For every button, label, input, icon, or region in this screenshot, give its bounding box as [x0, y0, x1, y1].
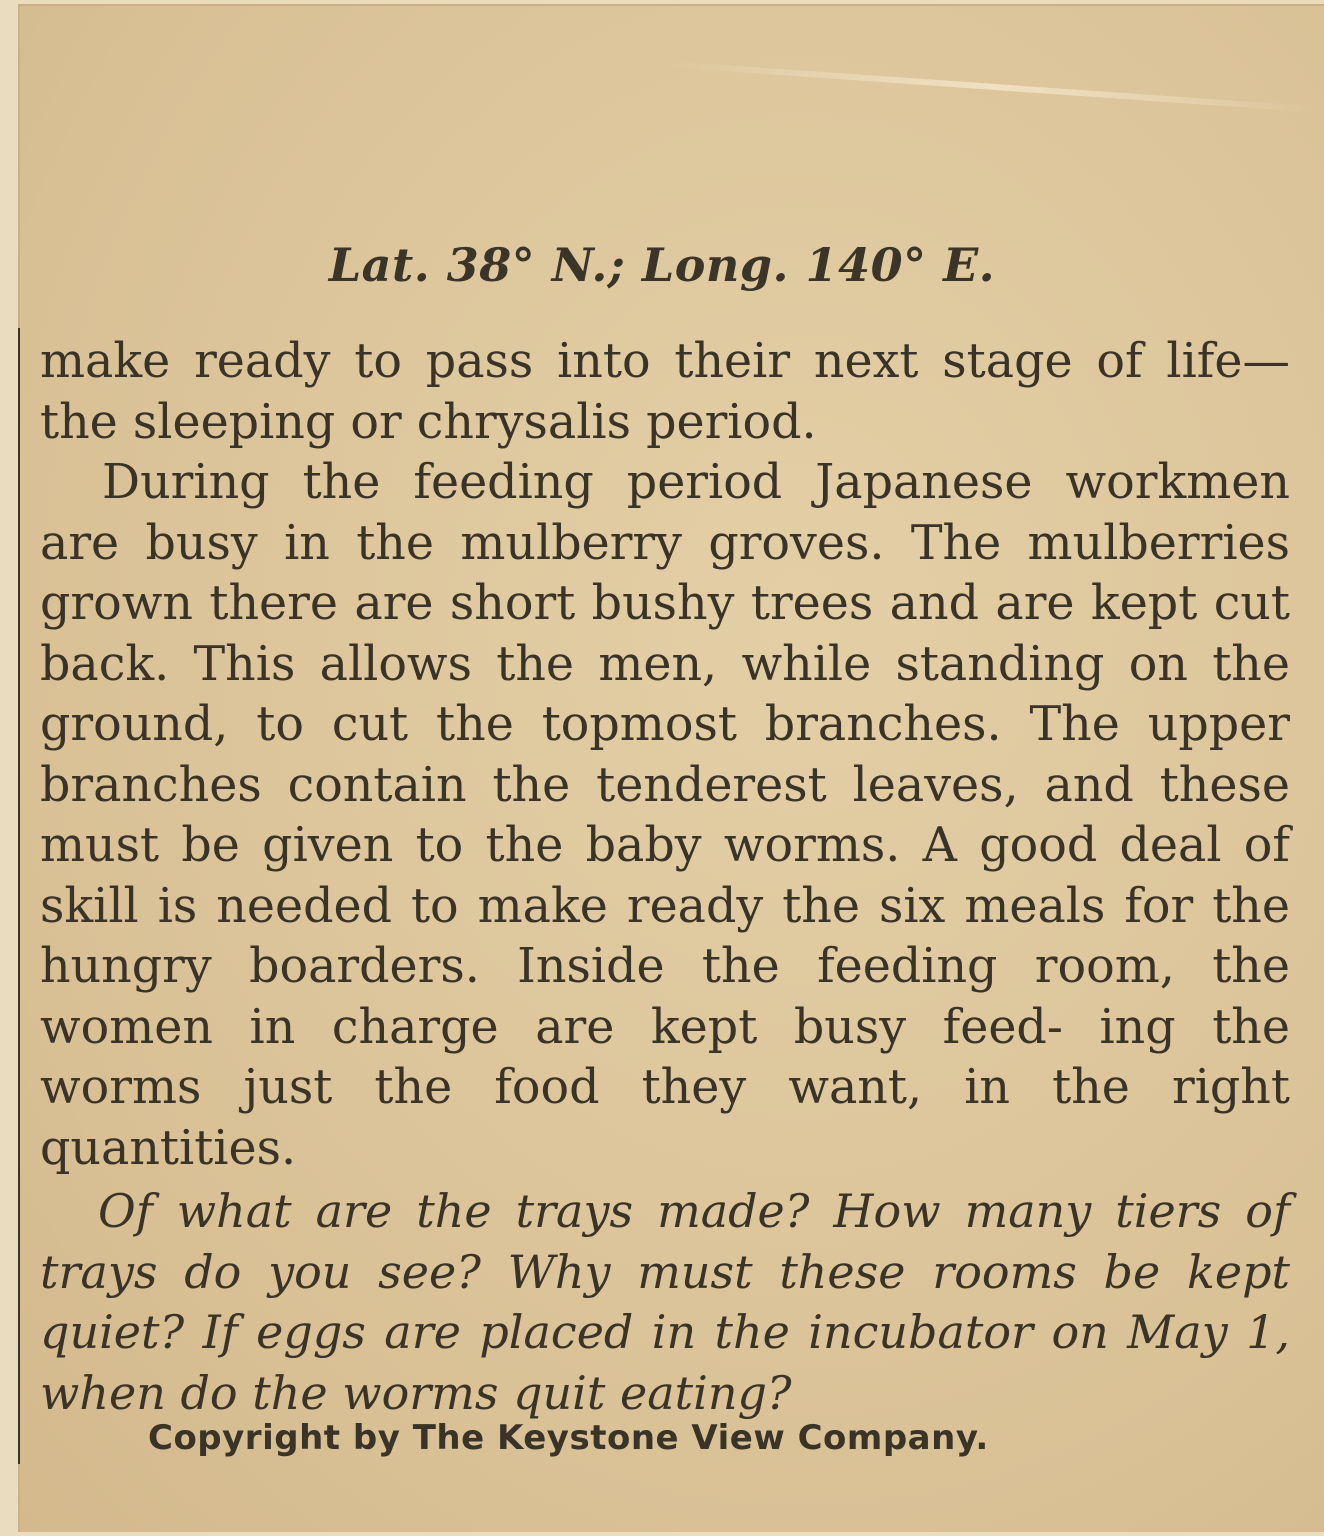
- questions-paragraph: Of what are the trays made? How many tiers of trays do you see? Why must these rooms be kept quiet? If eggs are placed in the incubator on May 1, when do the worms quit eating?: [40, 1184, 1290, 1420]
- card-text: [40, 332, 1290, 1423]
- coordinates-heading: Lat. 38° N.; Long. 140° E.: [328, 238, 996, 292]
- margin-rule: [18, 328, 20, 1464]
- paper-crease: [671, 61, 1320, 112]
- feeding-paragraph: During the feeding period Japanese workmen are busy in the mulberry groves. The mulberries grown there are short bushy trees and are kept cut back. This allows the men, while standing on the ground, to cut the topmost branches. The upper branches contain the tenderest leaves, and these must be given to the baby worms. A good deal of skill is needed to make ready the six meals for the hungry boarders. Inside the feeding room, the women in charge are kept busy feed- ing the worms just the food they want, in the right quantities.: [40, 455, 1290, 1176]
- copyright-line: Copyright by The Keystone View Company.: [148, 1418, 989, 1458]
- continuation-paragraph: make ready to pass into their next stage of life— the sleeping or chrysalis period.: [40, 334, 1290, 450]
